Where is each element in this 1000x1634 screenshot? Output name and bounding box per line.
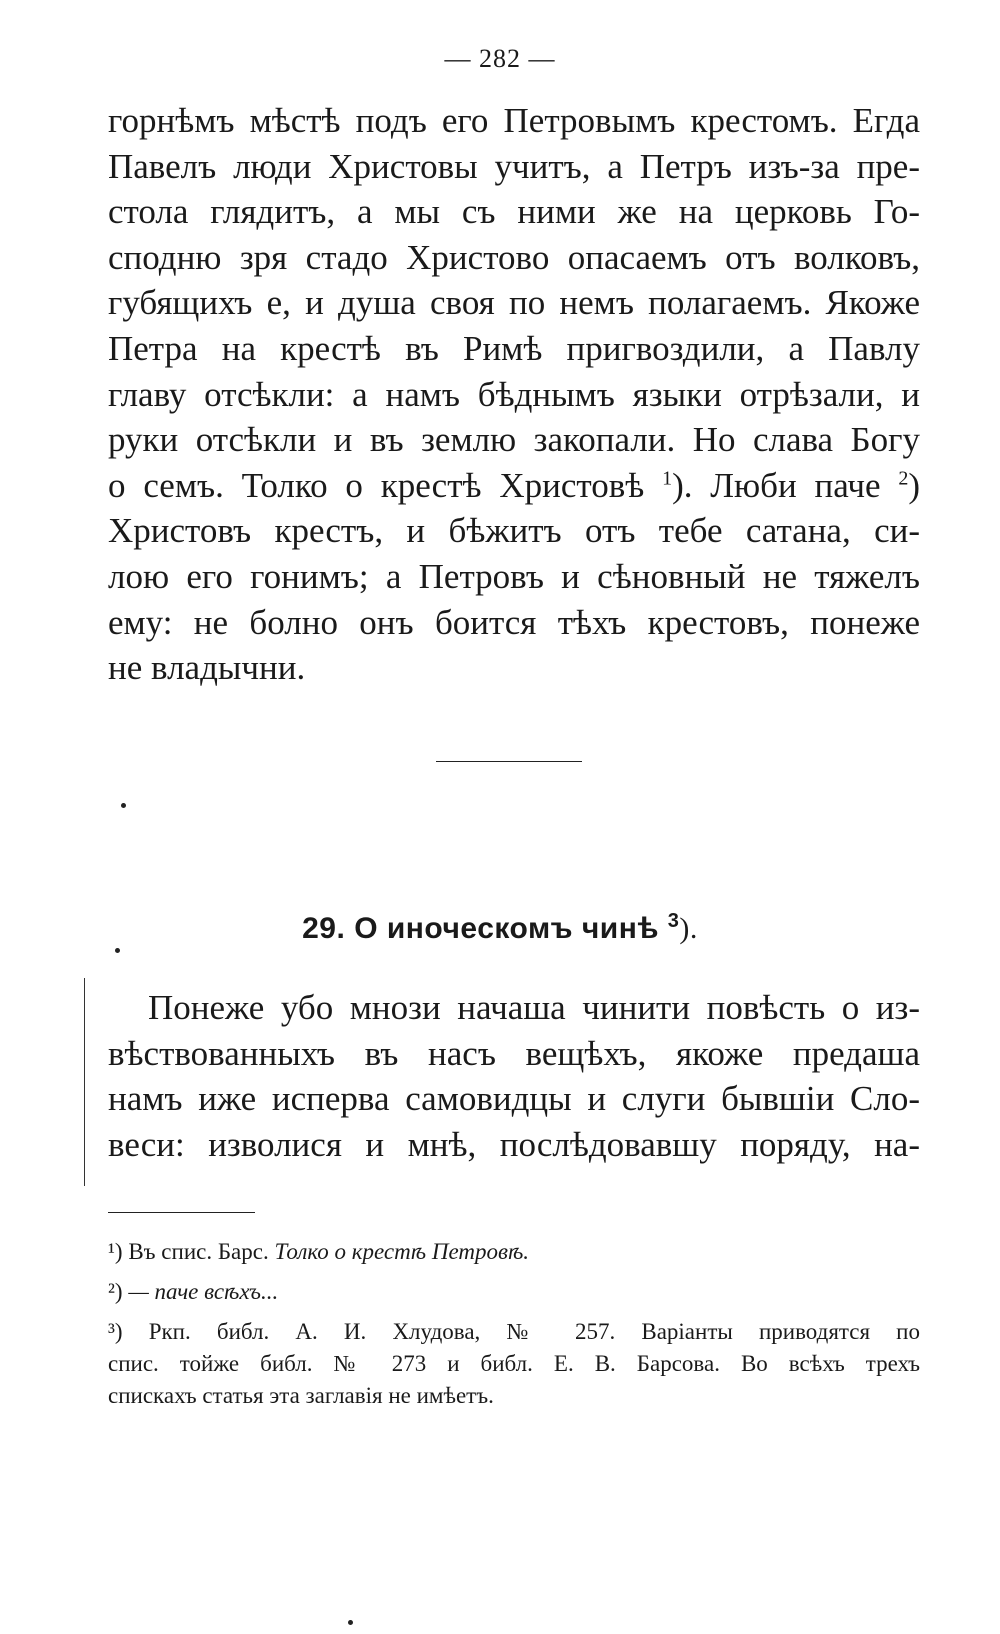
footnote-italic-text: — паче всѣхъ... (128, 1279, 279, 1304)
text-line: Понеже убо мнози начаша чинити повѣсть о из- (148, 988, 920, 1027)
text-line: Христовъ крестъ, и бѣжитъ отъ тебе сатана, си- (108, 511, 920, 551)
text-line: лою его гонимъ; а Петровъ и сѣновный не тяжелъ (108, 556, 920, 596)
footnote-1 (108, 1236, 920, 1268)
print-speck (348, 1620, 353, 1625)
section-title: О иноческомъ чинѣ (354, 912, 659, 945)
print-speck (115, 948, 120, 953)
section-heading (0, 912, 1000, 946)
page-number: — 282 — (444, 44, 556, 73)
footnote-marker: ²) (108, 1279, 123, 1304)
text-line: намъ иже исперва самовидцы и слуги бывшіи Сло- (108, 1079, 920, 1119)
text-line: сподню зря стадо Христово опасаемъ отъ волковъ, (108, 237, 920, 277)
text-line: вѣствованныхъ въ насъ вещѣхъ, якоже предаша (108, 1033, 920, 1073)
text-line: Павелъ люди Христовы учитъ, а Петръ изъ-за пре- (108, 146, 920, 186)
footnote-3-line: спис. тойже библ. № 273 и библ. Е. В. Барсова. Во всѣхъ трехъ (108, 1351, 920, 1376)
text-line-with-footnote-marks (108, 463, 920, 509)
text-line: ему: не болно онъ боится тѣхъ крестовъ, понеже (108, 602, 920, 642)
footnote-3-line: спискахъ статья эта заглавія не имѣетъ. (108, 1383, 494, 1408)
text-line: не владычни. (108, 648, 306, 688)
footnotes (108, 1236, 920, 1412)
footnote-marker: ¹) (108, 1239, 123, 1264)
footnote-text: Ркп. библ. А. И. Хлудова, № 257. Варіанты приводятся по (148, 1319, 920, 1344)
heading-close: ). (679, 912, 698, 945)
section-number: 29. (302, 912, 346, 945)
text-segment: ) (908, 465, 921, 505)
margin-mark-line (84, 978, 85, 1186)
text-segment: ). Люби паче (672, 465, 881, 505)
footnote-3-line (108, 1316, 920, 1348)
text-line: Петра на крестѣ въ Римѣ пригвоздили, а Павлу (108, 328, 920, 368)
print-speck (121, 803, 126, 808)
footnote-italic-text: Толко о крестѣ Петровѣ. (274, 1239, 530, 1264)
text-line: стола глядитъ, а мы съ ними же на церковь Го- (108, 192, 920, 232)
footnote-marker: ³) (108, 1319, 123, 1344)
text-block-previous-section (108, 98, 920, 691)
section-divider-rule (436, 761, 582, 762)
text-line: руки отсѣкли и въ землю закопали. Но слава Богу (108, 420, 920, 460)
footnote-mark-1: 1 (662, 467, 673, 490)
footnote-separator-rule (108, 1212, 255, 1213)
text-line: горнѣмъ мѣстѣ подъ его Петровымъ крестомъ. Егда (108, 101, 920, 140)
text-line: губящихъ е, и душа своя по немъ полагаемъ. Якоже (108, 283, 920, 323)
text-line: главу отсѣкли: а намъ бѣднымъ языки отрѣзали, и (108, 374, 920, 414)
footnote-mark-3: 3 (667, 910, 680, 932)
footnote-2 (108, 1276, 920, 1308)
footnote-text: Въ спис. Барс. (128, 1239, 269, 1264)
footnote-mark-2: 2 (898, 467, 909, 490)
text-segment: о семъ. Толко о крестѣ Христовѣ (108, 465, 645, 505)
text-block-section-29 (108, 985, 920, 1167)
text-line: веси: изволися и мнѣ, послѣдовавшу поряду, на- (108, 1124, 920, 1164)
